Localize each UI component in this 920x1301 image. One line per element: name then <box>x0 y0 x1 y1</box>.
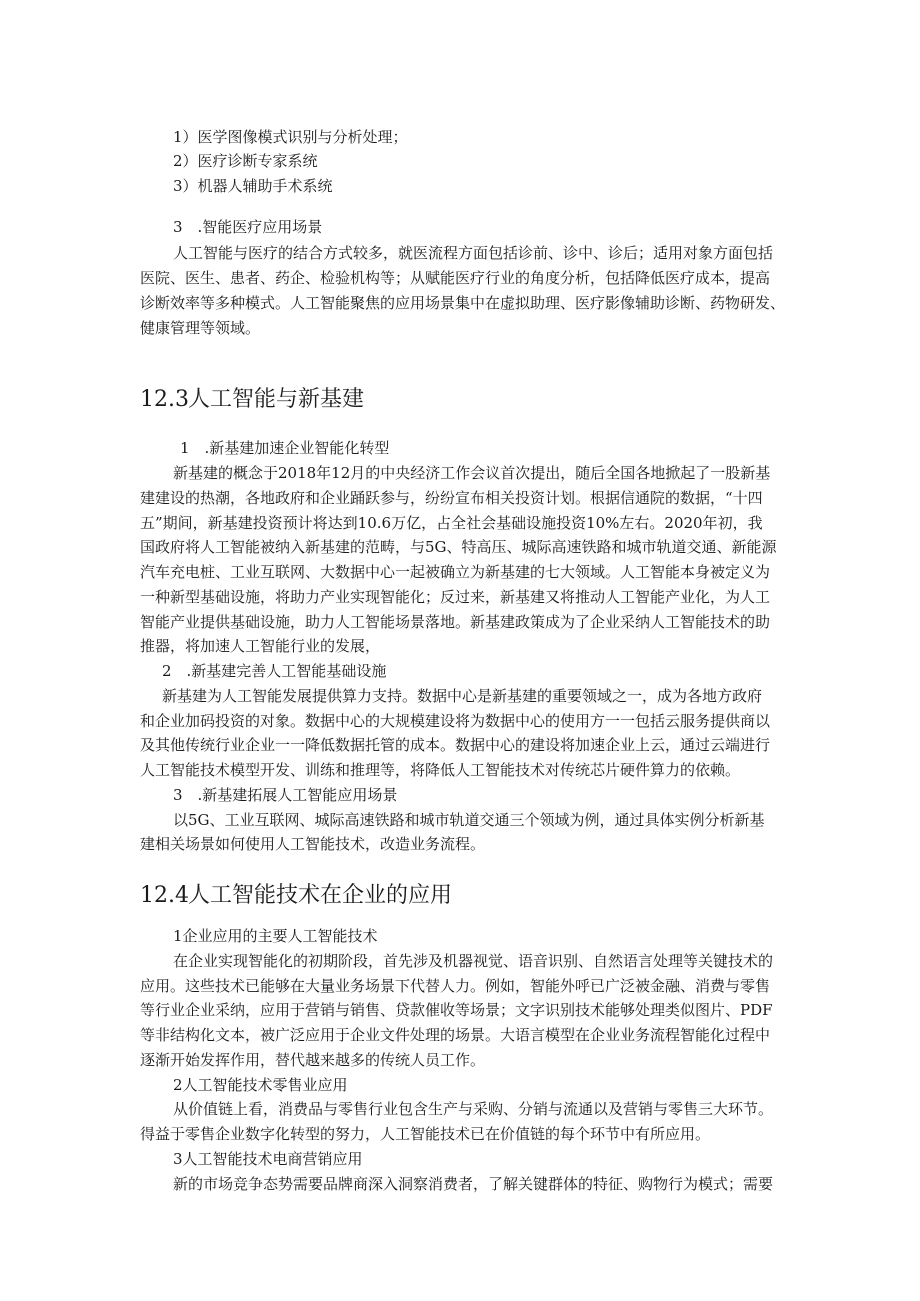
paragraph-line: 和企业加码投资的对象。数据中心的大规模建设将为数据中心的使用方一一包括云服务提供商以 <box>140 712 771 730</box>
subsection-title: 1企业应用的主要人工智能技术 <box>173 927 378 945</box>
paragraph-line: 新的市场竞争态势需要品牌商深入洞察消费者，了解关键群体的特征、购物行为模式；需要 <box>173 1175 774 1193</box>
subsection-title: 3 .智能医疗应用场景 <box>173 218 323 236</box>
section-title: 人工智能与新基建 <box>188 387 365 412</box>
section-heading <box>140 386 364 414</box>
paragraph-line: 人工智能与医疗的结合方式较多，就医流程方面包括诊前、诊中、诊后；适用对象方面包括 <box>173 244 774 262</box>
subsection-title: 2 .新基建完善人工智能基础设施 <box>162 662 387 680</box>
paragraph-line: 及其他传统行业企业一一降低数据托管的成本。数据中心的建设将加速企业上云，通过云端进行 <box>140 736 771 754</box>
paragraph-line: 医院、医生、患者、药企、检验机构等；从赋能医疗行业的角度分析，包括降低医疗成本，提高 <box>140 269 771 287</box>
paragraph-line: 在企业实现智能化的初期阶段，首先涉及机器视觉、语音识别、自然语言处理等关键技术的 <box>173 952 774 970</box>
paragraph-line: 一种新型基础设施，将助力产业实现智能化；反过来，新基建又将推动人工智能产业化，为人工 <box>140 588 771 606</box>
paragraph-line: 诊断效率等多种模式。人工智能聚焦的应用场景集中在虚拟助理、医疗影像辅助诊断、药物研发、 <box>140 294 786 312</box>
paragraph-line: 以5G、工业互联网、城际高速铁路和城市轨道交通三个领域为例，通过具体实例分析新基 <box>173 811 765 829</box>
paragraph-line: 汽车充电桩、工业互联网、大数据中心一起被确立为新基建的七大领域。人工智能本身被定义为 <box>140 563 771 581</box>
paragraph-line: 智能产业提供基础设施，助力人工智能场景落地。新基建政策成为了企业采纳人工智能技术的助 <box>140 613 771 631</box>
section-number: 12.3 <box>140 387 189 412</box>
section-title: 人工智能技术在企业的应用 <box>188 883 453 908</box>
paragraph-line: 建建设的热潮，各地政府和企业踊跃参与，纷纷宣布相关投资计划。根据信通院的数据，“十四 <box>140 489 763 507</box>
paragraph-line: 建相关场景如何使用人工智能技术，改造业务流程。 <box>140 835 486 853</box>
subsection-title: 3人工智能技术电商营销应用 <box>173 1150 363 1168</box>
paragraph-line: 从价值链上看，消费品与零售行业包含生产与采购、分销与流通以及营销与零售三大环节。 <box>173 1100 774 1118</box>
paragraph-line: 推器，将加速人工智能行业的发展， <box>140 637 381 655</box>
paragraph-line: 五”期间，新基建投资预计将达到10.6万亿，占全社会基础设施投资10%左右。2020年初，我 <box>140 514 763 532</box>
paragraph-line: 健康管理等领域。 <box>140 319 261 337</box>
list-item: 1）医学图像模式识别与分析处理； <box>173 128 408 146</box>
paragraph-line: 新基建为人工智能发展提供算力支持。数据中心是新基建的重要领域之一，成为各地方政府 <box>162 687 763 705</box>
subsection-title: 1 .新基建加速企业智能化转型 <box>180 439 390 457</box>
paragraph-line: 人工智能技术模型开发、训练和推理等，将降低人工智能技术对传统芯片硬件算力的依赖。 <box>140 761 741 779</box>
section-number: 12.4 <box>140 883 189 908</box>
section-heading <box>140 882 452 910</box>
paragraph-line: 逐渐开始发挥作用，替代越来越多的传统人员工作。 <box>140 1051 486 1069</box>
paragraph-line: 得益于零售企业数字化转型的努力，人工智能技术已在价值链的每个环节中有所应用。 <box>140 1125 711 1143</box>
paragraph-line: 新基建的概念于2018年12月的中央经济工作会议首次提出，随后全国各地掀起了一股新基 <box>173 464 771 482</box>
paragraph-line: 应用。这些技术已能够在大量业务场景下代替人力。例如，智能外呼已广泛被金融、消费与零售 <box>140 977 771 995</box>
paragraph-line: 国政府将人工智能被纳入新基建的范畴，与5G、特高压、城际高速铁路和城市轨道交通、新能源 <box>140 538 777 556</box>
list-item: 2）医疗诊断专家系统 <box>173 152 318 170</box>
subsection-title: 2人工智能技术零售业应用 <box>173 1076 348 1094</box>
subsection-title: 3 .新基建拓展人工智能应用场景 <box>173 786 398 804</box>
paragraph-line: 等非结构化文本，被广泛应用于企业文件处理的场景。大语言模型在企业业务流程智能化过程中 <box>140 1026 771 1044</box>
paragraph-line: 等行业企业采纳，应用于营销与销售、贷款催收等场景；文字识别技术能够处理类似图片、PDF <box>140 1001 773 1019</box>
list-item: 3）机器人辅助手术系统 <box>173 177 333 195</box>
